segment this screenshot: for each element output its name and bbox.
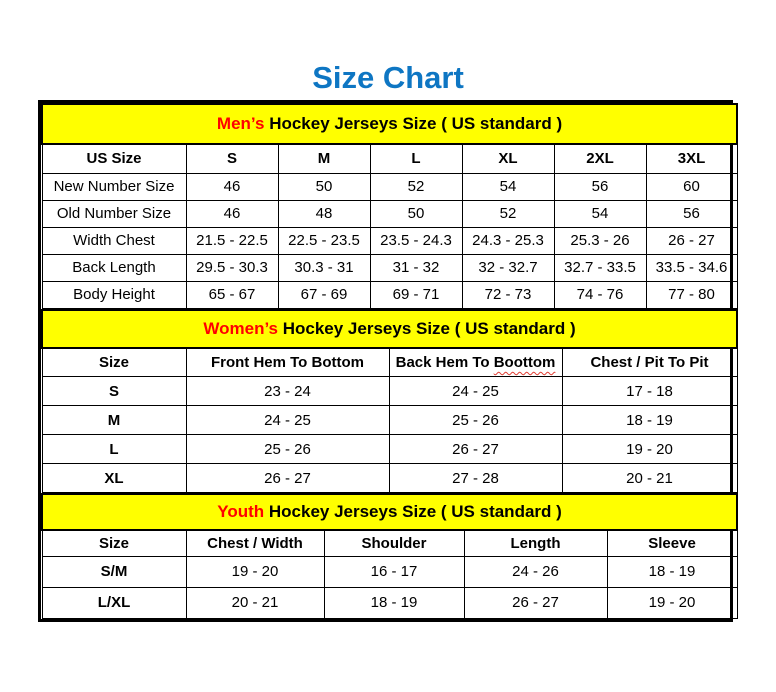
cell-value: 17 - 18 [562,377,737,406]
table-row [42,587,737,618]
cell-value: 74 - 76 [554,281,646,308]
cell-value: 27 - 28 [389,464,562,493]
column-header: Size [42,530,186,556]
cell-value: 18 - 19 [562,406,737,435]
table-row [42,254,737,281]
cell-value: 25 - 26 [186,435,389,464]
column-header: Shoulder [324,530,464,556]
womens-size-table [41,309,738,494]
cell-value: 24 - 26 [464,556,607,587]
column-header: Chest / Width [186,530,324,556]
row-label: L/XL [42,587,186,618]
section-band-womens [42,310,737,348]
cell-value: 25.3 - 26 [554,227,646,254]
section-title-text: Hockey Jerseys Size ( US standard ) [278,318,576,338]
youth-size-table [41,493,738,619]
section-header [42,494,737,530]
row-label: Body Height [42,281,186,308]
row-label: S/M [42,556,186,587]
column-header: S [186,144,278,173]
table-row [42,377,737,406]
cell-value: 72 - 73 [462,281,554,308]
cell-value: 50 [278,173,370,200]
cell-value: 26 - 27 [186,464,389,493]
header-row [42,348,737,377]
cell-value: 24 - 25 [389,377,562,406]
size-chart [38,100,733,622]
row-label: M [42,406,186,435]
cell-value: 56 [646,200,737,227]
row-label: L [42,435,186,464]
table-row [42,173,737,200]
cell-value: 18 - 19 [607,556,737,587]
mens-size-table [41,103,738,309]
cell-value: 19 - 20 [562,435,737,464]
cell-value: 50 [370,200,462,227]
table-row [42,227,737,254]
section-title-text: Hockey Jerseys Size ( US standard ) [264,114,563,133]
page-title: Size Chart [312,60,464,95]
table-row [42,556,737,587]
cell-value: 16 - 17 [324,556,464,587]
column-header: Sleeve [607,530,737,556]
section-header [42,104,737,144]
row-label: New Number Size [42,173,186,200]
section-band-youth [42,494,737,530]
column-header: XL [462,144,554,173]
column-header: Front Hem To Bottom [186,348,389,377]
cell-value: 46 [186,200,278,227]
cell-value: 20 - 21 [186,587,324,618]
cell-value: 69 - 71 [370,281,462,308]
section-accent: Men’s [216,114,265,133]
cell-value: 54 [554,200,646,227]
section-header [42,310,737,348]
column-header: Chest / Pit To Pit [562,348,737,377]
header-row [42,530,737,556]
cell-value: 56 [554,173,646,200]
column-header: M [278,144,370,173]
cell-value: 24.3 - 25.3 [462,227,554,254]
cell-value: 26 - 27 [646,227,737,254]
cell-value: 23 - 24 [186,377,389,406]
table-row [42,435,737,464]
section-accent: Women’s [203,318,278,338]
cell-value: 77 - 80 [646,281,737,308]
cell-value: 32.7 - 33.5 [554,254,646,281]
table-row [42,406,737,435]
row-label: Back Length [42,254,186,281]
cell-value: 30.3 - 31 [278,254,370,281]
cell-value: 21.5 - 22.5 [186,227,278,254]
cell-value: 33.5 - 34.6 [646,254,737,281]
cell-value: 18 - 19 [324,587,464,618]
cell-value: 20 - 21 [562,464,737,493]
table-row [42,281,737,308]
table-row [42,464,737,493]
row-label: Old Number Size [42,200,186,227]
cell-value: 32 - 32.7 [462,254,554,281]
column-header: US Size [42,144,186,173]
misspelled-word: Boottom [493,353,556,371]
section-accent: Youth [217,502,265,521]
column-header: Length [464,530,607,556]
cell-value: 65 - 67 [186,281,278,308]
section-band-mens [42,104,737,144]
cell-value: 29.5 - 30.3 [186,254,278,281]
column-header: 2XL [554,144,646,173]
cell-value: 24 - 25 [186,406,389,435]
column-header: Size [42,348,186,377]
cell-value: 31 - 32 [370,254,462,281]
cell-value: 52 [370,173,462,200]
cell-value: 67 - 69 [278,281,370,308]
row-label: S [42,377,186,406]
cell-value: 23.5 - 24.3 [370,227,462,254]
cell-value: 26 - 27 [464,587,607,618]
column-header: Back Hem To Boottom [389,348,562,377]
cell-value: 26 - 27 [389,435,562,464]
cell-value: 60 [646,173,737,200]
table-row [42,200,737,227]
cell-value: 22.5 - 23.5 [278,227,370,254]
cell-value: 19 - 20 [607,587,737,618]
row-label: Width Chest [42,227,186,254]
section-title-text: Hockey Jerseys Size ( US standard ) [264,502,562,521]
cell-value: 48 [278,200,370,227]
column-header: L [370,144,462,173]
cell-value: 54 [462,173,554,200]
column-header: 3XL [646,144,737,173]
cell-value: 19 - 20 [186,556,324,587]
cell-value: 52 [462,200,554,227]
cell-value: 25 - 26 [389,406,562,435]
row-label: XL [42,464,186,493]
header-row [42,144,737,173]
cell-value: 46 [186,173,278,200]
